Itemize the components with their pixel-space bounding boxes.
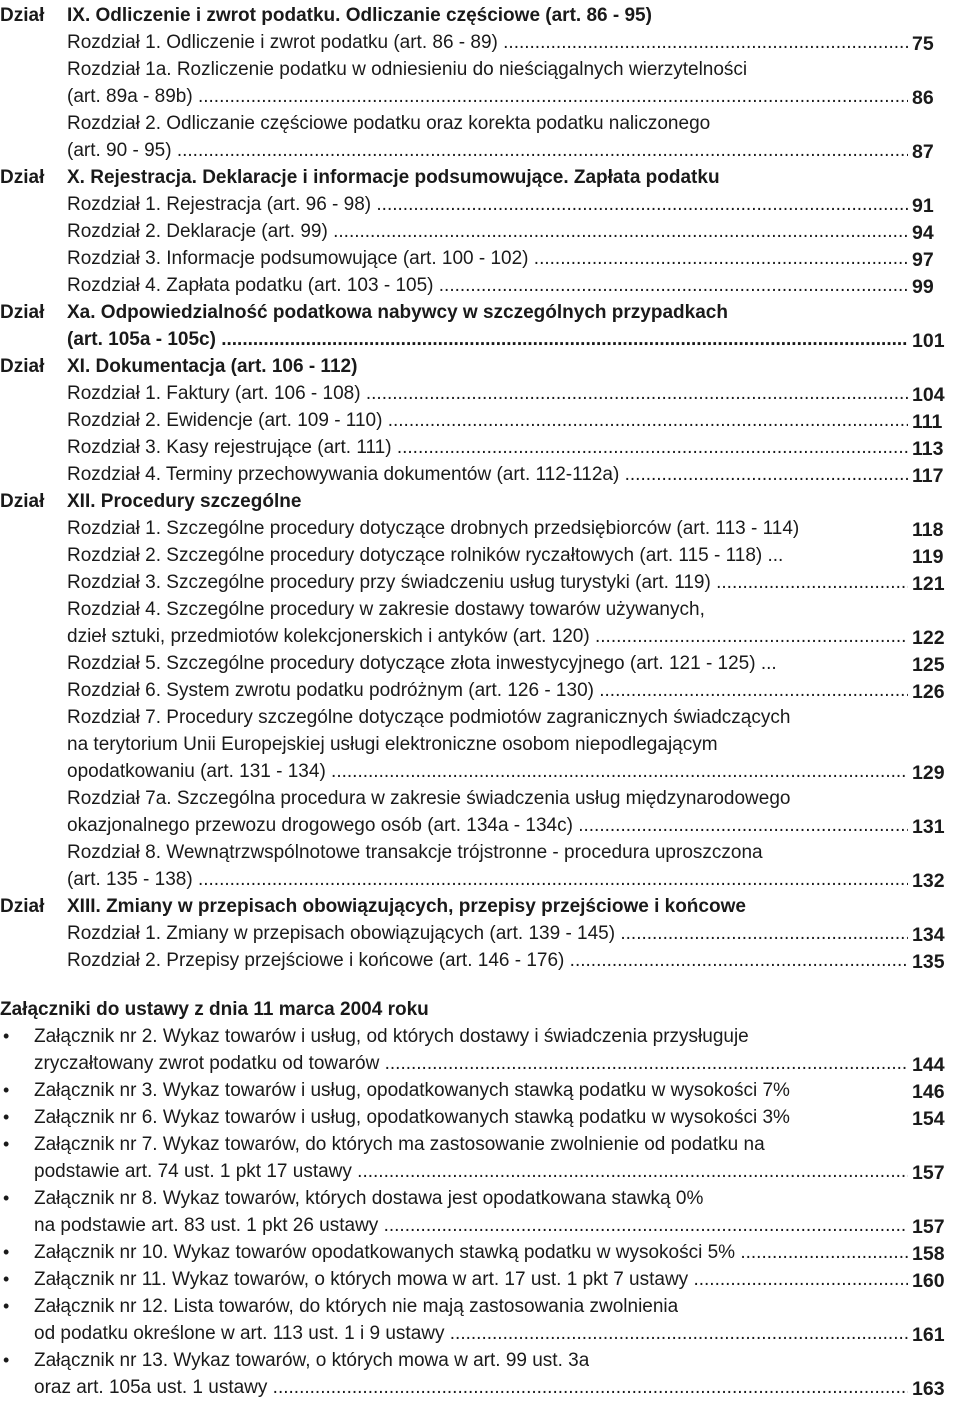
entry-title: Załącznik nr 3. Wykaz towarów i usług, opodatkowanych stawką podatku w wysokości 7%: [34, 1080, 790, 1101]
entry-title: Rozdział 1. Faktury (art. 106 - 108) .....: [67, 380, 908, 407]
page-number: 135: [912, 951, 945, 973]
toc-row: [0, 1050, 960, 1077]
section-label: Dział: [0, 896, 45, 917]
entry-title: XII. Procedury szczególne: [67, 491, 302, 512]
toc-row: [0, 461, 960, 488]
page-number: 94: [912, 222, 934, 244]
page-number: 134: [912, 924, 945, 946]
entry-title: Rozdział 3. Szczególne procedury przy świadczeniu usług turystyki (art. 119) .....: [67, 569, 908, 596]
page-number: 121: [912, 573, 945, 595]
entry-title: Rozdział 4. Zapłata podatku (art. 103 - 105) .....: [67, 272, 908, 299]
bullet-icon: •: [3, 1242, 10, 1262]
entry-title: oraz art. 105a ust. 1 ustawy .....: [34, 1374, 908, 1401]
section-label: Dział: [0, 167, 45, 188]
entry-title: Rozdział 1. Odliczenie i zwrot podatku (art. 86 - 89) .....: [67, 29, 908, 56]
entry-title: Załączniki do ustawy z dnia 11 marca 2004 roku: [0, 999, 429, 1020]
entry-title: podstawie art. 74 ust. 1 pkt 17 ustawy .....: [34, 1158, 908, 1185]
toc-row: [0, 191, 960, 218]
entry-title: Rozdział 6. System zwrotu podatku podróżnym (art. 126 - 130) .....: [67, 677, 908, 704]
toc-row: [0, 137, 960, 164]
toc-row: [0, 996, 960, 1023]
section-label: Dział: [0, 356, 45, 377]
toc-row: [0, 1374, 960, 1401]
entry-title: od podatku określone w art. 113 ust. 1 i 9 ustawy .....: [34, 1320, 908, 1347]
entry-title: Rozdział 1. Szczególne procedury dotyczące drobnych przedsiębiorców (art. 113 - 114): [67, 518, 800, 539]
entry-title: dzieł sztuki, przedmiotów kolekcjonerskich i antyków (art. 120) .....: [67, 623, 908, 650]
toc-row: [0, 758, 960, 785]
entry-title: (art. 89a - 89b) .....: [67, 83, 908, 110]
toc-row: [0, 569, 960, 596]
entry-title: Rozdział 2. Deklaracje (art. 99) .....: [67, 218, 908, 245]
entry-title: Załącznik nr 10. Wykaz towarów opodatkowanych stawką podatku w wysokości 5% .....: [34, 1239, 908, 1266]
toc-row: [0, 785, 960, 812]
page-number: 111: [912, 411, 943, 433]
page-number: 86: [912, 87, 934, 109]
entry-title: (art. 90 - 95) .....: [67, 137, 908, 164]
page-number: 122: [912, 627, 945, 649]
annex-list-item: [0, 1023, 960, 1050]
entry-title: Rozdział 5. Szczególne procedury dotyczące złota inwestycyjnego (art. 121 - 125) ...: [67, 653, 777, 674]
annex-list-item: [0, 1293, 960, 1320]
entry-title: Rozdział 2. Odliczanie częściowe podatku oraz korekta podatku naliczonego: [67, 113, 711, 134]
page-number: 131: [912, 816, 945, 838]
entry-title: Rozdział 3. Informacje podsumowujące (art. 100 - 102) .....: [67, 245, 908, 272]
entry-title: Załącznik nr 11. Wykaz towarów, o których mowa w art. 17 ust. 1 pkt 7 ustawy .....: [34, 1266, 908, 1293]
toc-row: [0, 272, 960, 299]
page-number: 161: [912, 1324, 945, 1346]
entry-title: Załącznik nr 7. Wykaz towarów, do których ma zastosowanie zwolnienie od podatku na: [34, 1134, 765, 1155]
entry-title: Rozdział 4. Terminy przechowywania dokumentów (art. 112-112a) .....: [67, 461, 908, 488]
annex-list-item: [0, 1185, 960, 1212]
page-number: 158: [912, 1243, 945, 1265]
page-number: 157: [912, 1216, 945, 1238]
page-number: 163: [912, 1378, 945, 1400]
entry-title: Xa. Odpowiedzialność podatkowa nabywcy w szczególnych przypadkach: [67, 302, 728, 323]
toc-row: [0, 29, 960, 56]
toc-section-row: [0, 164, 960, 191]
entry-title: XIII. Zmiany w przepisach obowiązujących, przepisy przejściowe i końcowe: [67, 896, 746, 917]
entry-title: Załącznik nr 2. Wykaz towarów i usług, od których dostawy i świadczenia przysługuje: [34, 1026, 749, 1047]
entry-title: Rozdział 4. Szczególne procedury w zakresie dostawy towarów używanych,: [67, 599, 705, 620]
toc-row: [0, 434, 960, 461]
bullet-icon: •: [3, 1296, 10, 1316]
toc-row: [0, 839, 960, 866]
entry-title: Rozdział 1. Zmiany w przepisach obowiązujących (art. 139 - 145) .....: [67, 920, 908, 947]
toc-row: [0, 380, 960, 407]
toc-row: [0, 677, 960, 704]
toc-row: [0, 326, 960, 353]
page-number: 118: [912, 519, 944, 541]
page-number: 144: [912, 1054, 945, 1076]
toc-row: [0, 1212, 960, 1239]
entry-title: Rozdział 8. Wewnątrzwspólnotowe transakcje trójstronne - procedura uproszczona: [67, 842, 763, 863]
toc-row: [0, 704, 960, 731]
toc-row: [0, 920, 960, 947]
annex-list-item: [0, 1347, 960, 1374]
page-number: 97: [912, 249, 934, 271]
entry-title: Rozdział 2. Przepisy przejściowe i końcowe (art. 146 - 176) .....: [67, 947, 908, 974]
entry-title: XI. Dokumentacja (art. 106 - 112): [67, 356, 358, 377]
entry-title: Rozdział 1a. Rozliczenie podatku w odniesieniu do nieściągalnych wierzytelności: [67, 59, 748, 80]
bullet-icon: •: [3, 1188, 10, 1208]
entry-title: X. Rejestracja. Deklaracje i informacje podsumowujące. Zapłata podatku: [67, 167, 720, 188]
section-label: Dział: [0, 5, 45, 26]
entry-title: zryczałtowany zwrot podatku od towarów .....: [34, 1050, 908, 1077]
toc-row: [0, 218, 960, 245]
page-number: 160: [912, 1270, 945, 1292]
page-number: 125: [912, 654, 945, 676]
entry-title: na terytorium Unii Europejskiej usługi elektroniczne osobom niepodlegającym: [67, 734, 718, 755]
toc-row: [0, 1158, 960, 1185]
entry-title: Rozdział 3. Kasy rejestrujące (art. 111) .....: [67, 434, 908, 461]
section-label: Dział: [0, 302, 45, 323]
toc-row: [0, 1320, 960, 1347]
toc-section-row: [0, 488, 960, 515]
entry-title: (art. 135 - 138) .....: [67, 866, 908, 893]
toc-row: [0, 83, 960, 110]
bullet-icon: •: [3, 1080, 10, 1100]
annex-list-item: [0, 1104, 960, 1131]
page-number: 146: [912, 1081, 945, 1103]
page-number: 157: [912, 1162, 945, 1184]
annex-list-item: [0, 1077, 960, 1104]
entry-title: IX. Odliczenie i zwrot podatku. Odliczanie częściowe (art. 86 - 95): [67, 5, 652, 26]
entry-title: Rozdział 7a. Szczególna procedura w zakresie świadczenia usług międzynarodowego: [67, 788, 791, 809]
page-number: 119: [912, 546, 944, 568]
toc-row: [0, 56, 960, 83]
bullet-icon: •: [3, 1134, 10, 1154]
bullet-icon: •: [3, 1107, 10, 1127]
toc-row: [0, 731, 960, 758]
entry-title: Rozdział 7. Procedury szczególne dotyczące podmiotów zagranicznych świadczących: [67, 707, 791, 728]
page-number: 154: [912, 1108, 945, 1130]
entry-title: na podstawie art. 83 ust. 1 pkt 26 ustawy .....: [34, 1212, 908, 1239]
page-number: 75: [912, 33, 934, 55]
toc-row: [0, 623, 960, 650]
toc-section-row: [0, 299, 960, 326]
toc-row: [0, 812, 960, 839]
toc-row: [0, 245, 960, 272]
toc-row: [0, 407, 960, 434]
entry-title: okazjonalnego przewozu drogowego osób (art. 134a - 134c) .....: [67, 812, 908, 839]
entry-title: Załącznik nr 12. Lista towarów, do których nie mają zastosowania zwolnienia: [34, 1296, 679, 1317]
page-number: 126: [912, 681, 945, 703]
entry-title: Załącznik nr 8. Wykaz towarów, których dostawa jest opodatkowana stawką 0%: [34, 1188, 704, 1209]
section-label: Dział: [0, 491, 45, 512]
page-number: 101: [912, 330, 945, 352]
annex-list-item: [0, 1266, 960, 1293]
bullet-icon: •: [3, 1026, 10, 1046]
entry-title: opodatkowaniu (art. 131 - 134) .....: [67, 758, 908, 785]
annex-list-item: [0, 1239, 960, 1266]
entry-title: Rozdział 1. Rejestracja (art. 96 - 98) .....: [67, 191, 908, 218]
toc-section-row: [0, 353, 960, 380]
entry-title: (art. 105a - 105c) .....: [67, 326, 908, 353]
page-number: 113: [912, 438, 944, 460]
page-number: 129: [912, 762, 945, 784]
entry-title: Załącznik nr 13. Wykaz towarów, o których mowa w art. 99 ust. 3a: [34, 1350, 590, 1371]
entry-title: Rozdział 2. Ewidencje (art. 109 - 110) .....: [67, 407, 908, 434]
bullet-icon: •: [3, 1350, 10, 1370]
toc-row: [0, 866, 960, 893]
page-number: 117: [912, 465, 944, 487]
entry-title: Rozdział 2. Szczególne procedury dotyczące rolników ryczałtowych (art. 115 - 118) ...: [67, 545, 784, 566]
toc-row: [0, 542, 960, 569]
bullet-icon: •: [3, 1269, 10, 1289]
toc-row: [0, 947, 960, 974]
toc-row: [0, 596, 960, 623]
page-number: 87: [912, 141, 934, 163]
entry-title: Załącznik nr 6. Wykaz towarów i usług, opodatkowanych stawką podatku w wysokości 3%: [34, 1107, 790, 1128]
toc-row: [0, 650, 960, 677]
annex-list-item: [0, 1131, 960, 1158]
toc-row: [0, 110, 960, 137]
page-number: 104: [912, 384, 945, 406]
page-number: 91: [912, 195, 934, 217]
toc-section-row: [0, 2, 960, 29]
toc-row: [0, 515, 960, 542]
page-number: 132: [912, 870, 945, 892]
page-number: 99: [912, 276, 934, 298]
toc-section-row: [0, 893, 960, 920]
